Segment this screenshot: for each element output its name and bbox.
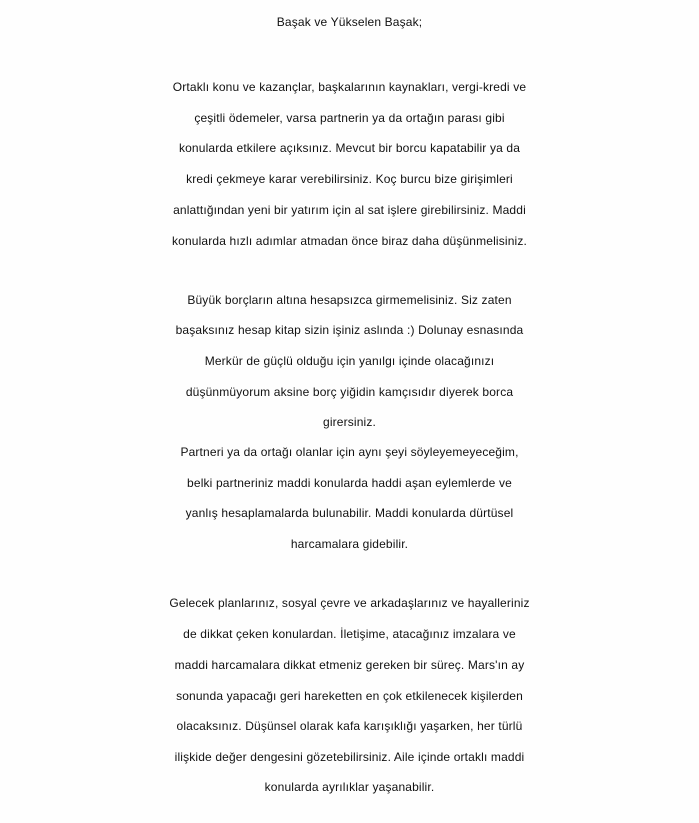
paragraph-3-line: harcamalara gidebilir.: [290, 537, 409, 551]
paragraph-4-line: olacaksınız. Düşünsel olarak kafa karışıklığı yaşarken, her türlü: [176, 719, 523, 733]
paragraph-4-line: Gelecek planlarınız, sosyal çevre ve arkadaşlarınız ve hayalleriniz: [169, 596, 530, 610]
paragraph-4-line: ilişkide değer dengesini gözetebilirsiniz. Aile içinde ortaklı maddi: [174, 750, 525, 764]
paragraph-4-line: de dikkat çeken konulardan. İletişime, atacağınız imzalara ve: [183, 627, 516, 641]
paragraph-2-line: girersiniz.: [323, 415, 376, 429]
paragraph-1-line: konularda etkilere açıksınız. Mevcut bir borcu kapatabilir ya da: [178, 141, 521, 155]
paragraph-1-line: konularda hızlı adımlar atmadan önce biraz daha düşünmelisiniz.: [172, 234, 527, 248]
paragraph-3-line: Partneri ya da ortağı olanlar için aynı şeyi söyleyemeyeceğim,: [180, 445, 519, 459]
paragraph-3-line: belki partneriniz maddi konularda haddi aşan eylemlerde ve: [187, 476, 512, 490]
paragraph-2-line: başaksınız hesap kitap sizin işiniz aslında :) Dolunay esnasında: [175, 323, 524, 337]
document-title: Başak ve Yükselen Başak;: [276, 15, 423, 29]
paragraph-4-line: sonunda yapacağı geri hareketten en çok etkilenecek kişilerden: [176, 689, 523, 703]
paragraph-1-line: çeşitli ödemeler, varsa partnerin ya da ortağın parası gibi: [194, 111, 505, 125]
paragraph-1-line: anlattığından yeni bir yatırım için al sat işlere girebilirsiniz. Maddi: [173, 203, 526, 217]
paragraph-4-line: konularda ayrılıklar yaşanabilir.: [264, 780, 435, 794]
paragraph-3-line: yanlış hesaplamalarda bulunabilir. Maddi konularda dürtüsel: [185, 506, 514, 520]
paragraph-2-line: Merkür de güçlü olduğu için yanılgı içinde olacağınızı: [204, 354, 495, 368]
paragraph-2-line: düşünmüyorum aksine borç yiğidin kamçısıdır diyerek borca: [185, 385, 514, 399]
paragraph-2-line: Büyük borçların altına hesapsızca girmemelisiniz. Siz zaten: [187, 293, 512, 307]
paragraph-4-line: maddi harcamalara dikkat etmeniz gereken bir süreç. Mars'ın ay: [174, 658, 525, 672]
paragraph-1-line: Ortaklı konu ve kazançlar, başkalarının kaynakları, vergi-kredi ve: [172, 80, 527, 94]
paragraph-1-line: kredi çekmeye karar verebilirsiniz. Koç burcu bize girişimleri: [186, 172, 513, 186]
